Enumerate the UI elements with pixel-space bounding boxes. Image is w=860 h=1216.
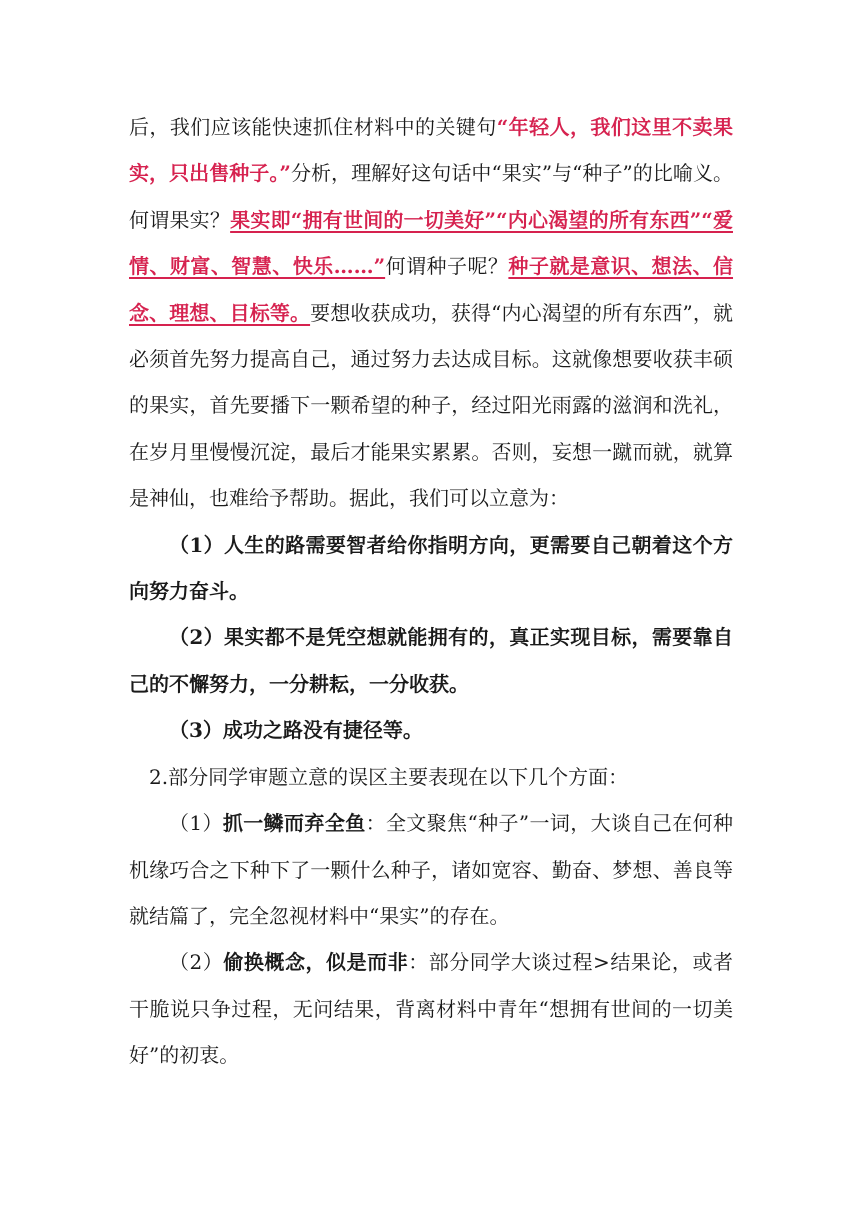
item-text: ：全文聚焦“种子”一词，大谈自己在何种机缘巧合之下种下了一颗什么种子，诸如宽容、勤奋、梦想、善良等就结篇了，完全忽视材料中“果实”的存在。 xyxy=(129,811,733,928)
misconception-item-2 xyxy=(129,939,733,1078)
thesis-point-1: （1）人生的路需要智者给你指明方向，更需要自己朝着这个方向努力奋斗。 xyxy=(129,532,733,604)
paragraph-text: 后，我们应该能快速抓住材料中的关键句 xyxy=(129,115,497,139)
paragraph-text: 何谓种子呢？ xyxy=(385,254,509,279)
analysis-paragraph xyxy=(129,104,733,522)
thesis-point-2: （2）果实都不是凭空想就能拥有的，真正实现目标，需要靠自己的不懈努力，一分耕耘，一分收获。 xyxy=(129,625,733,696)
item-title: 抓一鳞而弃全鱼 xyxy=(222,811,366,836)
paragraph-text: 要想收获成功，获得“内心渴望的所有东西”，就必须首先努力提高自己，通过努力去达成目标。这就像想要收获丰硕的果实，首先要播下一颗希望的种子，经过阳光雨露的滋润和洗礼，在岁月里慢慢沉淀，最后才能果实累累。否则，妄想一蹴而就，就算是神仙，也难给予帮助。据此，我们可以立意为： xyxy=(129,300,734,511)
seed-meaning-highlight: 种子就是意识、想法、信念、理想、目标等。 xyxy=(129,254,734,325)
item-text: ：部分同学大谈过程>结果论，或者干脆说只争过程，无问结果，背离材料中青年“想拥有世间的一切美好”的初衷。 xyxy=(129,950,734,1068)
document-page xyxy=(129,104,733,1079)
section-heading: 2.部分同学审题立意的误区主要表现在以下几个方面： xyxy=(149,764,629,789)
key-sentence-highlight: “年轻人，我们这里不卖果实，只出售种子。” xyxy=(129,115,733,186)
item-title: 偷换概念，似是而非 xyxy=(223,950,409,975)
misconception-item-1 xyxy=(129,800,733,939)
fruit-meaning-highlight: 果实即“拥有世间的一切美好”“内心渴望的所有东西”“爱情、财富、智慧、快乐……” xyxy=(129,207,733,279)
thesis-point-3: （3）成功之路没有捷径等。 xyxy=(169,718,423,743)
item-number: （1） xyxy=(169,811,223,836)
item-number: （2） xyxy=(169,950,224,975)
paragraph-text: 分析，理解好这句话中“果实”与“种子”的比喻义。何谓果实？ xyxy=(129,161,733,232)
